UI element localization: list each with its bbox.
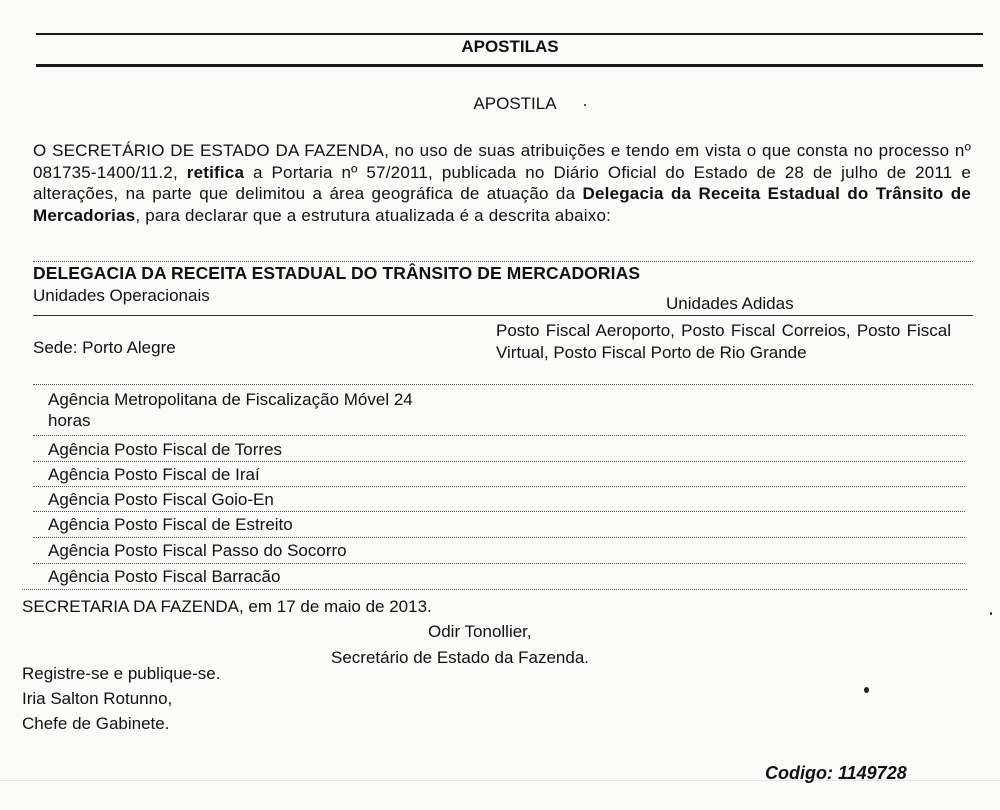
sede-cell: Sede: Porto Alegre — [33, 338, 176, 357]
apostila-title: APOSTILA — [473, 94, 557, 113]
section-rule — [36, 64, 983, 67]
agency-row: Agência Posto Fiscal Barracão — [48, 567, 281, 586]
table-divider — [33, 461, 965, 462]
signer-role: Secretário de Estado da Fazenda. — [331, 648, 589, 667]
table-divider — [33, 563, 965, 564]
agency-row: Agência Posto Fiscal Goio-En — [48, 490, 274, 509]
agency-row: Agência Posto Fiscal de Iraí — [48, 465, 260, 484]
adidas-cell: Posto Fiscal Aeroporto, Posto Fiscal Correios, Posto Fiscal Virtual, Posto Fiscal Porto de Rio Grande — [496, 321, 951, 362]
chief-role: Chefe de Gabinete. — [22, 714, 170, 733]
agency-row: Agência Posto Fiscal Passo do Socorro — [48, 541, 347, 560]
section-title: APOSTILAS — [461, 37, 559, 56]
delegacia-heading: DELEGACIA DA RECEITA ESTADUAL DO TRÂNSITO DE MERCADORIAS — [33, 263, 641, 283]
top-rule — [36, 33, 983, 35]
table-divider — [33, 511, 965, 512]
table-divider — [33, 384, 973, 385]
table-divider — [33, 537, 965, 538]
table-divider — [22, 589, 967, 590]
scan-speck — [584, 104, 586, 106]
signer-name: Odir Tonollier, — [428, 622, 532, 641]
apostila-paragraph: O SECRETÁRIO DE ESTADO DA FAZENDA, no uso de suas atribuições e tendo em vista o que consta no processo nº 081735-1400/11.2, retifica a Portaria nº 57/2011, publicada no Diário Oficial do Estado de 28 de julho de 2011 e alterações, na parte que delimitou a área geográfica de atuação da Delegacia da Receita Estadual do Trânsito de Mercadorias, para declarar que a estrutura atualizada é a descrita abaixo: — [33, 141, 971, 225]
document-code: Codigo: 1149728 — [765, 763, 907, 783]
agency-metropolitana: Agência Metropolitana de Fiscalização Móvel 24 horas — [48, 390, 413, 430]
table-divider — [33, 435, 965, 436]
column-header-operacionais: Unidades Operacionais — [33, 286, 210, 305]
register-note: Registre-se e publique-se. — [22, 664, 221, 683]
table-divider — [33, 486, 965, 487]
chief-name: Iria Salton Rotunno, — [22, 689, 173, 708]
table-divider — [33, 315, 973, 316]
place-date: SECRETARIA DA FAZENDA, em 17 de maio de 2013. — [22, 597, 432, 616]
agency-row: Agência Posto Fiscal de Estreito — [48, 515, 293, 534]
scan-speck — [864, 687, 869, 693]
column-header-adidas: Unidades Adidas — [666, 294, 794, 313]
agency-row: Agência Posto Fiscal de Torres — [48, 440, 283, 459]
scan-speck — [990, 612, 992, 615]
